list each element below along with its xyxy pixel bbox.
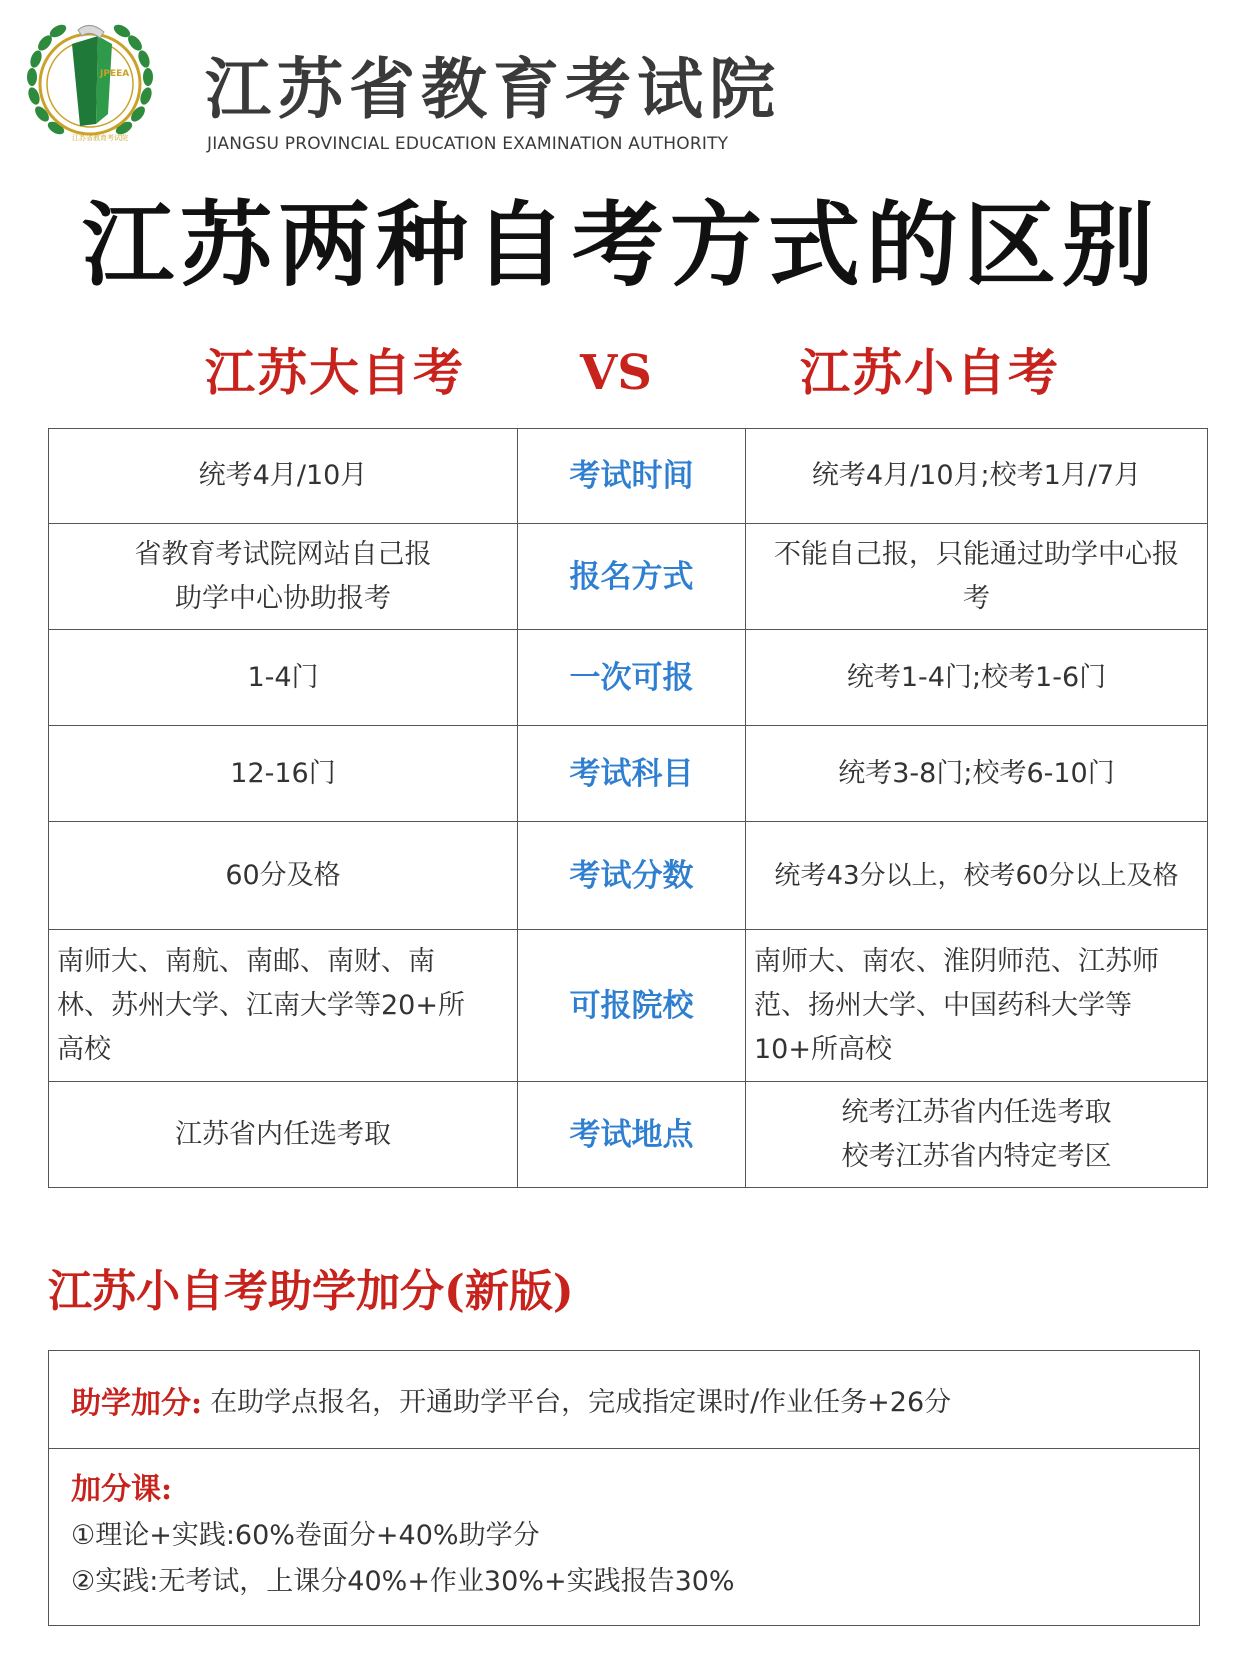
versus-left-label: 江苏大自考 bbox=[205, 343, 465, 402]
table-cell-left: 统考4月/10月 bbox=[49, 429, 518, 524]
table-cell-right: 统考3-8门;校考6-10门 bbox=[746, 726, 1208, 822]
bonus-course-line: ②实践:无考试，上课分40%+作业30%+实践报告30% bbox=[71, 1566, 735, 1597]
table-row bbox=[49, 822, 1208, 930]
table-row bbox=[49, 524, 1208, 630]
table-cell-category: 考试时间 bbox=[518, 429, 746, 524]
table-row bbox=[49, 429, 1208, 524]
table-row bbox=[49, 630, 1208, 726]
org-name-cn: 江苏省教育考试院 bbox=[205, 51, 781, 128]
table-cell-right: 统考4月/10月;校考1月/7月 bbox=[746, 429, 1208, 524]
org-name-en: JIANGSU PROVINCIAL EDUCATION EXAMINATION AUTHORITY bbox=[207, 134, 729, 154]
table-row bbox=[49, 930, 1208, 1082]
assist-points-text: 在助学点报名，开通助学平台，完成指定课时/作业任务+26分 bbox=[210, 1387, 952, 1418]
table-cell-category: 考试地点 bbox=[518, 1082, 746, 1188]
versus-mid-label: VS bbox=[580, 345, 652, 401]
page-title: 江苏两种自考方式的区别 bbox=[81, 191, 1160, 299]
table-cell-left: 省教育考试院网站自己报 助学中心协助报考 bbox=[49, 524, 518, 630]
header bbox=[20, 14, 820, 164]
logo-text: JPEEA bbox=[100, 69, 130, 79]
table-cell-right: 统考1-4门;校考1-6门 bbox=[746, 630, 1208, 726]
bonus-row-assist bbox=[49, 1351, 1199, 1449]
table-cell-right: 统考43分以上，校考60分以上及格 bbox=[746, 822, 1208, 930]
table-cell-right: 统考江苏省内任选考取 校考江苏省内特定考区 bbox=[746, 1082, 1208, 1188]
bonus-courses-label: 加分课: bbox=[71, 1472, 173, 1507]
table-cell-left: 南师大、南航、南邮、南财、南 林、苏州大学、江南大学等20+所 高校 bbox=[49, 930, 518, 1082]
comparison-table bbox=[48, 428, 1208, 1188]
table-cell-right: 南师大、南农、淮阴师范、江苏师 范、扬州大学、中国药科大学等 10+所高校 bbox=[746, 930, 1208, 1082]
bonus-course-line: ①理论+实践:60%卷面分+40%助学分 bbox=[71, 1520, 540, 1551]
table-cell-left: 12-16门 bbox=[49, 726, 518, 822]
table-cell-category: 报名方式 bbox=[518, 524, 746, 630]
assist-points-label: 助学加分: bbox=[71, 1385, 203, 1421]
table-row bbox=[49, 1082, 1208, 1188]
versus-row bbox=[0, 338, 1242, 408]
bonus-box bbox=[48, 1350, 1200, 1626]
table-cell-left: 江苏省内任选考取 bbox=[49, 1082, 518, 1188]
bonus-row-courses bbox=[49, 1449, 1199, 1625]
table-cell-left: 60分及格 bbox=[49, 822, 518, 930]
table-cell-left: 1-4门 bbox=[49, 630, 518, 726]
bonus-section-title: 江苏小自考助学加分(新版) bbox=[48, 1266, 574, 1317]
table-row bbox=[49, 726, 1208, 822]
table-cell-category: 考试分数 bbox=[518, 822, 746, 930]
versus-right-label: 江苏小自考 bbox=[800, 343, 1060, 402]
table-cell-right: 不能自己报，只能通过助学中心报 考 bbox=[746, 524, 1208, 630]
table-cell-category: 考试科目 bbox=[518, 726, 746, 822]
jpeea-logo-icon bbox=[20, 14, 160, 154]
logo-ring-text: 江苏省教育考试院 bbox=[72, 134, 128, 142]
table-cell-category: 可报院校 bbox=[518, 930, 746, 1082]
table-cell-category: 一次可报 bbox=[518, 630, 746, 726]
